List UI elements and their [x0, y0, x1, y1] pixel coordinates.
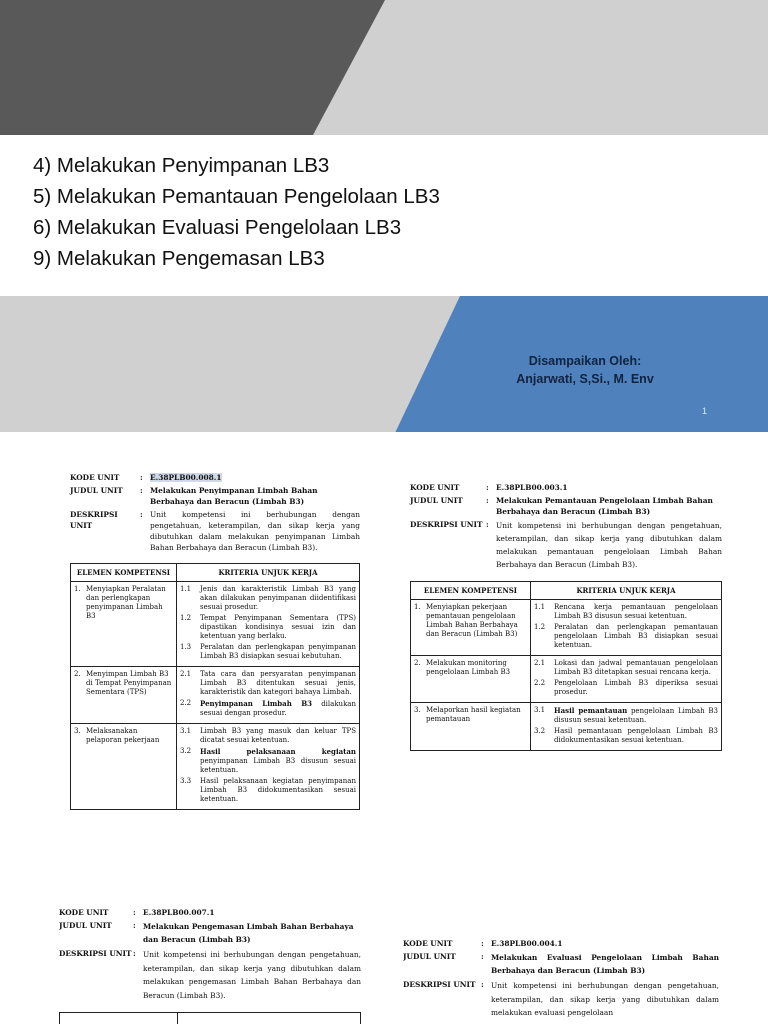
- colon: :: [481, 939, 484, 948]
- judul-label: JUDUL UNIT: [403, 952, 456, 961]
- kriteria-text: Tata cara dan persyaratan penyimpanan Limbah B3 ditentukan sesuai jenis, karakteristik dan kategori bahaya Limbah.: [200, 670, 356, 696]
- elemen-text: Menyimpan Limbah B3 di Tempat Penyimpanan Sementara (TPS): [86, 670, 172, 696]
- kriteria-text: pengelolaan Limbah B3 disusun sesuai ketentuan.: [554, 707, 718, 724]
- deskripsi-label: DESKRIPSI UNIT: [70, 510, 118, 530]
- deskripsi-label: DESKRIPSI UNIT: [410, 520, 483, 529]
- table-row: 1. Menyiapkan Peralatan dan perlengkapan penyimpanan Limbah B3 1.1 Jenis dan karakteristik Limbah B3 yang akan dilakukan penyimpanan diidentifikasi sesuai prosedur. 1.2 Tempat Penyimpanan Sementara (TPS) dipastikan kondisinya sesuai izin dan ketentuan yang berlaku. 1.3 Peralatan dan perlengkapan penyimpanan Limbah B3 disiapkan sesuai kebutuhan.: [71, 582, 360, 667]
- kriteria-text: Rencana kerja pemantauan pengelolaan Limbah B3 disusun sesuai ketentuan.: [554, 603, 718, 620]
- colon: :: [140, 486, 143, 495]
- kode-label: KODE UNIT: [70, 473, 120, 482]
- doc-penyimpanan: [70, 472, 360, 810]
- topic-item: 9) Melakukan Pengemasan LB3: [33, 247, 325, 270]
- deskripsi-row: [59, 948, 361, 1002]
- kode-label: KODE UNIT: [410, 483, 460, 492]
- kode-label: KODE UNIT: [403, 939, 453, 948]
- colon: :: [481, 980, 484, 989]
- table-row: 1. Menyiapkan pekerjaan pemantauan pengelolaan Limbah Bahan Berbahaya dan Beracun (Limbah B3) 1.1 Rencana kerja pemantauan pengelolaan Limbah B3 disusun sesuai ketentuan. 1.2 Peralatan dan perlengkapan pemantauan pengelolaan Limbah B3 disiapkan sesuai ketentuan.: [411, 600, 722, 656]
- kriteria-text: Tempat Penyimpanan Sementara (TPS) dipastikan kondisinya sesuai izin dan ketentuan yang berlaku.: [200, 614, 356, 640]
- kriteria-bold: Hasil pemantauan: [554, 706, 628, 715]
- kriteria-text: Limbah B3 yang masuk dan keluar TPS dicatat sesuai ketentuan.: [200, 727, 356, 744]
- deskripsi-value: Unit kompetensi ini berhubungan dengan pengetahuan, keterampilan, dan sikap kerja yang dibutuhkan dalam melakukan penyimpanan Limbah Bahan Berbahaya dan Beracun (Limbah B3).: [150, 510, 360, 552]
- colon: :: [486, 496, 489, 505]
- kompetensi-table: [410, 581, 722, 751]
- elemen-text: Menyiapkan pekerjaan pemantauan pengelolaan Limbah Bahan Berbahaya dan Beracun (Limbah B3): [426, 603, 518, 638]
- th-elemen: ELEMEN KOMPETENSI: [71, 564, 177, 582]
- deskripsi-row: [410, 519, 722, 571]
- topic-list: [33, 150, 440, 274]
- table-row: 3. Melaksanakan pelaporan pekerjaan 3.1 Limbah B3 yang masuk dan keluar TPS dicatat sesuai ketentuan. 3.2 Hasil pelaksanaan kegiatan penyimpanan Limbah B3 disusun sesuai ketentuan. 3.3 Hasil pelaksanaan kegiatan penyimpanan Limbah B3 didokumentasikan sesuai ketentuan.: [71, 724, 360, 810]
- doc-pemantauan: [410, 482, 722, 751]
- kode-value: E.38PLB00.003.1: [496, 483, 568, 492]
- judul-value: Melakukan Penyimpanan Limbah Bahan Berbahaya dan Beracun (Limbah B3): [150, 486, 318, 506]
- kriteria-text: Jenis dan karakteristik Limbah B3 yang akan dilakukan penyimpanan diidentifikasi sesuai prosedur.: [200, 585, 356, 611]
- deskripsi-value: Unit kompetensi ini berhubungan dengan pengetahuan, keterampilan, dan sikap kerja yang dibutuhkan dalam melakukan pemantauan pengelolaan Limbah Bahan Berbahaya dan Beracun (Limbah B3).: [496, 521, 722, 569]
- judul-value: Melakukan Evaluasi Pengelolaan Limbah Bahan Berbahaya dan Beracun (Limbah B3): [491, 953, 719, 975]
- header-banner: [0, 0, 768, 135]
- kriteria-text: Pengelolaan Limbah B3 diperiksa sesuai prosedur.: [554, 679, 718, 696]
- kriteria-text: dilakukan sesuai dengan prosedur.: [200, 700, 356, 717]
- topic-item: 4) Melakukan Penyimpanan LB3: [33, 154, 330, 177]
- kriteria-text: Hasil pelaksanaan kegiatan penyimpanan Limbah B3 didokumentasikan sesuai ketentuan.: [200, 777, 356, 803]
- th-kriteria: KRITERIA UNJUK KERJA: [177, 564, 360, 582]
- colon: :: [486, 520, 489, 529]
- kode-value: E.38PLB00.008.1: [150, 473, 222, 482]
- kriteria-bold: Hasil pelaksanaan kegiatan: [200, 747, 356, 756]
- colon: :: [133, 908, 136, 917]
- colon: :: [133, 921, 136, 930]
- kriteria-text: penyimpanan Limbah B3 disusun sesuai ketentuan.: [200, 757, 356, 774]
- judul-row: [70, 485, 360, 507]
- judul-row: [59, 920, 361, 946]
- doc-evaluasi: [403, 938, 719, 1024]
- kriteria-text: Peralatan dan perlengkapan penyimpanan Limbah B3 disiapkan sesuai kebutuhan.: [200, 643, 356, 660]
- kriteria-text: Peralatan dan perlengkapan pemantauan pengelolaan Limbah B3 disiapkan sesuai ketentuan.: [554, 623, 718, 649]
- table-row: 2. Melakukan monitoring pengelolaan Limbah B3 2.1 Lokasi dan jadwal pemantauan pengelolaan Limbah B3 ditetapkan sesuai rencana kerja. 2.2 Pengelolaan Limbah B3 diperiksa sesuai prosedur.: [411, 656, 722, 703]
- th-kriteria: KRITERIA UNJUK KERJA: [531, 582, 722, 600]
- deskripsi-value: Unit kompetensi ini berhubungan dengan pengetahuan, keterampilan, dan sikap kerja yang dibutuhkan dalam melakukan pengemasan Limbah Bahan Berbahaya dan Beracun (Limbah B3).: [143, 950, 361, 1000]
- presenter-label: Disampaikan Oleh:: [528, 354, 642, 368]
- kriteria-bold: Penyimpanan Limbah B3: [200, 699, 312, 708]
- colon: :: [133, 949, 136, 958]
- judul-label: JUDUL UNIT: [70, 486, 123, 495]
- deskripsi-row: [403, 979, 719, 1020]
- deskripsi-value: Unit kompetensi ini berhubungan dengan pengetahuan, keterampilan, dan sikap kerja yang dibutuhkan dalam melakukan evaluasi pengelolaan: [491, 981, 719, 1017]
- elemen-text: Melaporkan hasil kegiatan pemantauan: [426, 706, 521, 723]
- kompetensi-table: [70, 563, 360, 810]
- judul-row: [403, 951, 719, 977]
- presenter-name: Anjarwati, S,Si., M. Env: [516, 372, 654, 386]
- topic-item: 6) Melakukan Evaluasi Pengelolaan LB3: [33, 216, 402, 239]
- colon: :: [140, 473, 143, 482]
- kode-value: E.38PLB00.007.1: [143, 908, 215, 917]
- kode-row: [59, 907, 361, 918]
- colon: :: [140, 510, 143, 519]
- judul-value: Melakukan Pemantauan Pengelolaan Limbah Bahan Berbahaya dan Beracun (Limbah B3): [496, 496, 713, 516]
- judul-label: JUDUL UNIT: [59, 921, 112, 930]
- table-row: 3. Melaporkan hasil kegiatan pemantauan 3.1 Hasil pemantauan pengelolaan Limbah B3 disusun sesuai ketentuan. 3.2 Hasil pemantauan pengelolaan Limbah B3 didokumentasikan sesuai ketentuan.: [411, 703, 722, 751]
- table-row: 2. Menyimpan Limbah B3 di Tempat Penyimpanan Sementara (TPS) 2.1 Tata cara dan persyaratan penyimpanan Limbah B3 ditentukan sesuai jenis, karakteristik dan kategori bahaya Limbah. 2.2 Penyimpanan Limbah B3 dilakukan sesuai dengan prosedur.: [71, 667, 360, 724]
- elemen-text: Melaksanakan pelaporan pekerjaan: [86, 727, 160, 744]
- elemen-text: Melakukan monitoring pengelolaan Limbah B3: [426, 659, 511, 676]
- judul-row: [410, 495, 722, 517]
- th-elemen: ELEMEN KOMPETENSI: [411, 582, 531, 600]
- topic-item: 5) Melakukan Pemantauan Pengelolaan LB3: [33, 185, 440, 208]
- slide-number: 1: [702, 406, 708, 416]
- kode-row: [410, 482, 722, 493]
- doc-pengemasan: [59, 907, 361, 1024]
- deskripsi-label: DESKRIPSI UNIT: [403, 980, 476, 989]
- elemen-text: Menyiapkan Peralatan dan perlengkapan penyimpanan Limbah B3: [86, 585, 166, 620]
- colon: :: [481, 952, 484, 961]
- judul-label: JUDUL UNIT: [410, 496, 463, 505]
- kode-row: [403, 938, 719, 949]
- kriteria-text: Lokasi dan jadwal pemantauan pengelolaan Limbah B3 ditetapkan sesuai rencana kerja.: [554, 659, 718, 676]
- colon: :: [486, 483, 489, 492]
- kriteria-text: Hasil pemantauan pengelolaan Limbah B3 didokumentasikan sesuai ketentuan.: [554, 727, 718, 744]
- kode-label: KODE UNIT: [59, 908, 109, 917]
- deskripsi-row: [70, 509, 360, 553]
- kode-row: [70, 472, 360, 483]
- deskripsi-label: DESKRIPSI UNIT: [59, 949, 132, 958]
- table-top-edge: [59, 1012, 361, 1024]
- judul-value: Melakukan Pengemasan Limbah Bahan Berbahaya dan Beracun (Limbah B3): [143, 922, 354, 944]
- kode-value: E.38PLB00.004.1: [491, 939, 563, 948]
- title-slide: [0, 0, 768, 432]
- presenter-block: [500, 352, 670, 388]
